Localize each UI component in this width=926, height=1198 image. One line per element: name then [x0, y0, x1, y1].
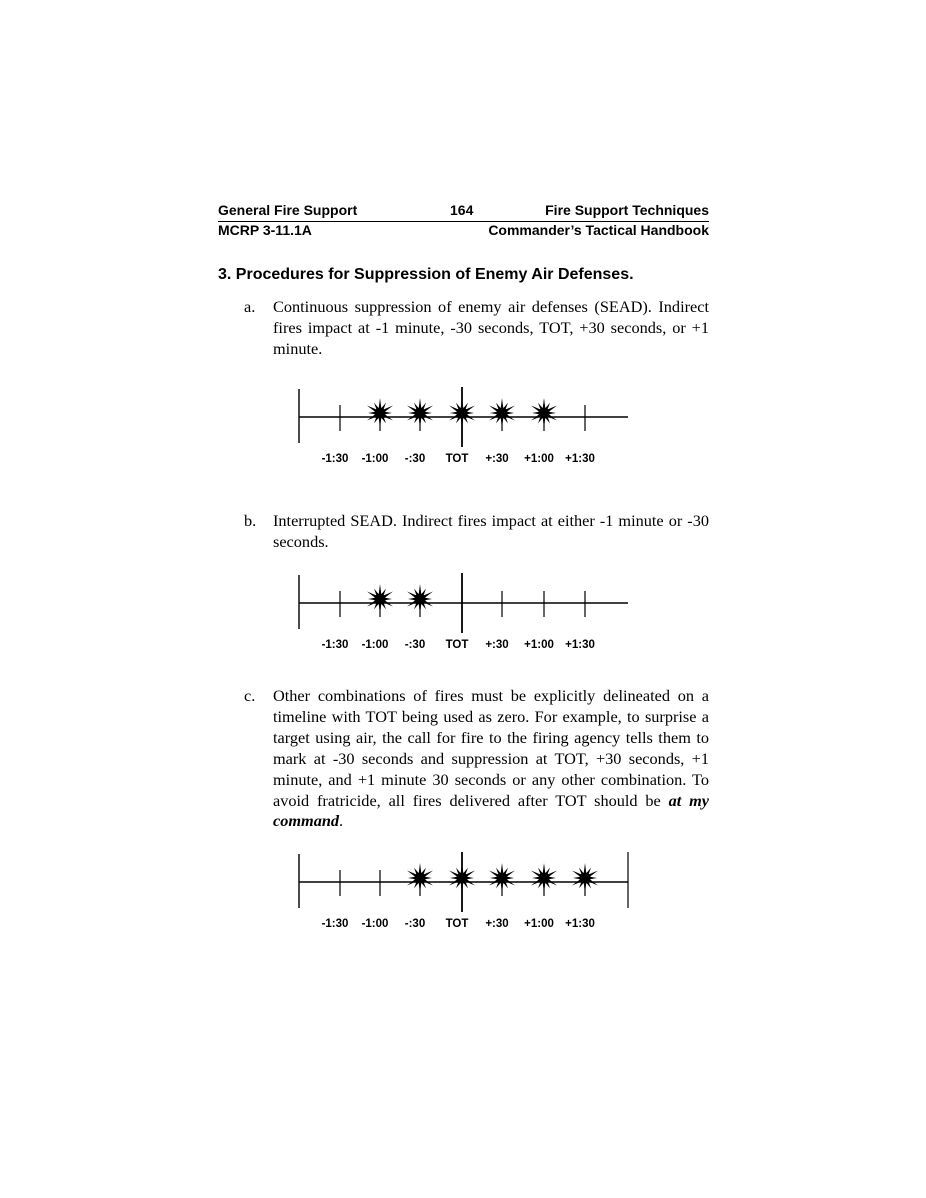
header-publication-id: MCRP 3-11.1A [218, 222, 312, 238]
timeline-other-combination [295, 852, 635, 932]
timeline-continuous-sead [295, 387, 635, 467]
timeline-label: +1:00 [524, 918, 554, 930]
timeline-label: -1:30 [321, 453, 349, 465]
timeline-label: -1:00 [361, 453, 389, 465]
explosion-burst-icon [407, 398, 433, 428]
item-c-body: Other combinations of fires must be explicitly delineated on a timeline with TOT being used as zero. For example, to surprise a target using air, the call for fire to the firing agency tells them to mark at -30 seconds and suppression at TOT, +30 seconds, +1 minute, and +1 minute 30 seconds or any other combination. To avoid fratricide, all fires delivered after TOT should be [273, 686, 709, 810]
item-c-text [273, 686, 709, 832]
running-header-top [218, 202, 709, 222]
timeline-label: TOT [445, 639, 469, 651]
item-b-text: Interrupted SEAD. Indirect fires impact at either -1 minute or -30 seconds. [273, 511, 709, 551]
timeline-label: -:30 [404, 918, 426, 930]
timeline-label: -:30 [404, 639, 426, 651]
timeline-interrupted-sead [295, 573, 635, 653]
section-title: 3. Procedures for Suppression of Enemy Air Defenses. [218, 266, 634, 283]
item-b-label: b. [244, 511, 257, 530]
item-c-label: c. [244, 686, 256, 705]
timeline-label: +1:30 [565, 453, 595, 465]
header-book-title: Commander’s Tactical Handbook [488, 222, 709, 238]
timeline-graphic [295, 852, 635, 912]
explosion-burst-icon [367, 398, 393, 428]
timeline-label: -1:00 [361, 918, 389, 930]
timeline-label: +1:30 [565, 918, 595, 930]
running-header-bottom [218, 222, 709, 240]
timeline-label: -1:00 [361, 639, 389, 651]
explosion-burst-icon [531, 863, 557, 893]
timeline-label: -1:30 [321, 918, 349, 930]
header-chapter-name: Fire Support Techniques [545, 202, 709, 218]
timeline-graphic [295, 387, 635, 447]
timeline-label: +1:00 [524, 453, 554, 465]
timeline-label: TOT [445, 918, 469, 930]
timeline-label: -1:30 [321, 639, 349, 651]
item-a-text: Continuous suppression of enemy air defenses (SEAD). Indirect fires impact at -1 minute, -30 seconds, TOT, +30 seconds, or +1 minute. [273, 297, 709, 358]
explosion-burst-icon [489, 398, 515, 428]
explosion-burst-icon [449, 863, 475, 893]
explosion-burst-icon [531, 398, 557, 428]
item-a-label: a. [244, 297, 256, 316]
explosion-burst-icon [449, 398, 475, 428]
timeline-label: +:30 [485, 453, 509, 465]
explosion-burst-icon [489, 863, 515, 893]
timeline-label: +:30 [485, 918, 509, 930]
timeline-graphic [295, 573, 635, 633]
item-c-emphasis: at my command [273, 790, 710, 831]
header-section-name: General Fire Support [218, 202, 358, 218]
item-c-end: . [339, 811, 344, 831]
timeline-label: +:30 [485, 639, 509, 651]
timeline-label: +1:00 [524, 639, 554, 651]
page-number: 164 [450, 202, 474, 218]
explosion-burst-icon [407, 863, 433, 893]
explosion-burst-icon [367, 584, 393, 614]
explosion-burst-icon [407, 584, 433, 614]
timeline-label: +1:30 [565, 639, 595, 651]
timeline-label: -:30 [404, 453, 426, 465]
explosion-burst-icon [572, 863, 598, 893]
timeline-label: TOT [445, 453, 469, 465]
